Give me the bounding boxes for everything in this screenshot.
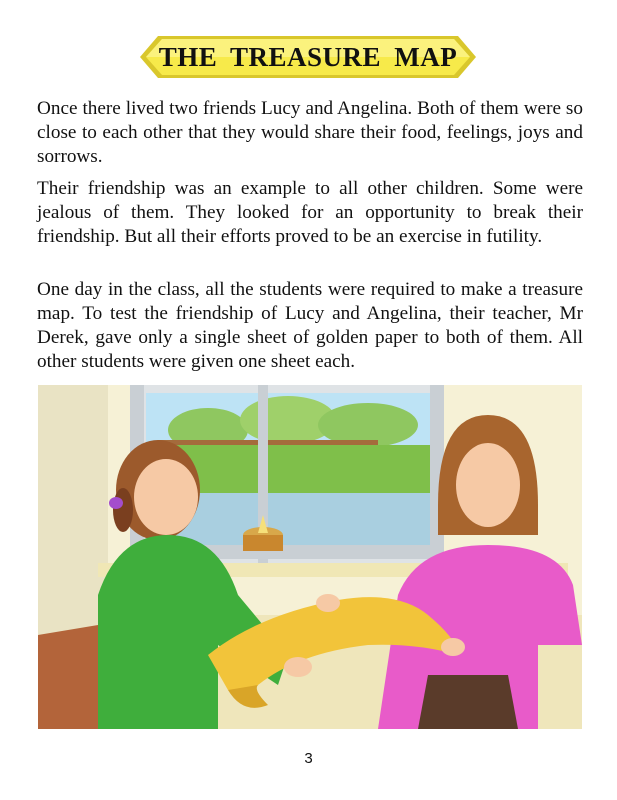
story-paragraph: One day in the class, all the students were required to make a treasure map. To test the friendship of Lucy and Angelina, their teacher, Mr Derek, gave only a single sheet of golden paper to both of them. All other students were given one sheet each. [37, 279, 583, 372]
story-paragraph: Their friendship was an example to all other children. Some were jealous of them. They looked for an opportunity to break their friendship. But all their efforts proved to be an exercise in futility. [37, 178, 583, 247]
story-paragraph: Once there lived two friends Lucy and Angelina. Both of them were so close to each other that they would share their food, feelings, joys and sorrows. [37, 98, 583, 167]
classroom-scene [38, 385, 582, 729]
story-illustration [38, 385, 582, 729]
page-number: 3 [304, 750, 313, 767]
title-banner [138, 34, 478, 80]
page-title: THE TREASURE MAP [158, 41, 458, 72]
